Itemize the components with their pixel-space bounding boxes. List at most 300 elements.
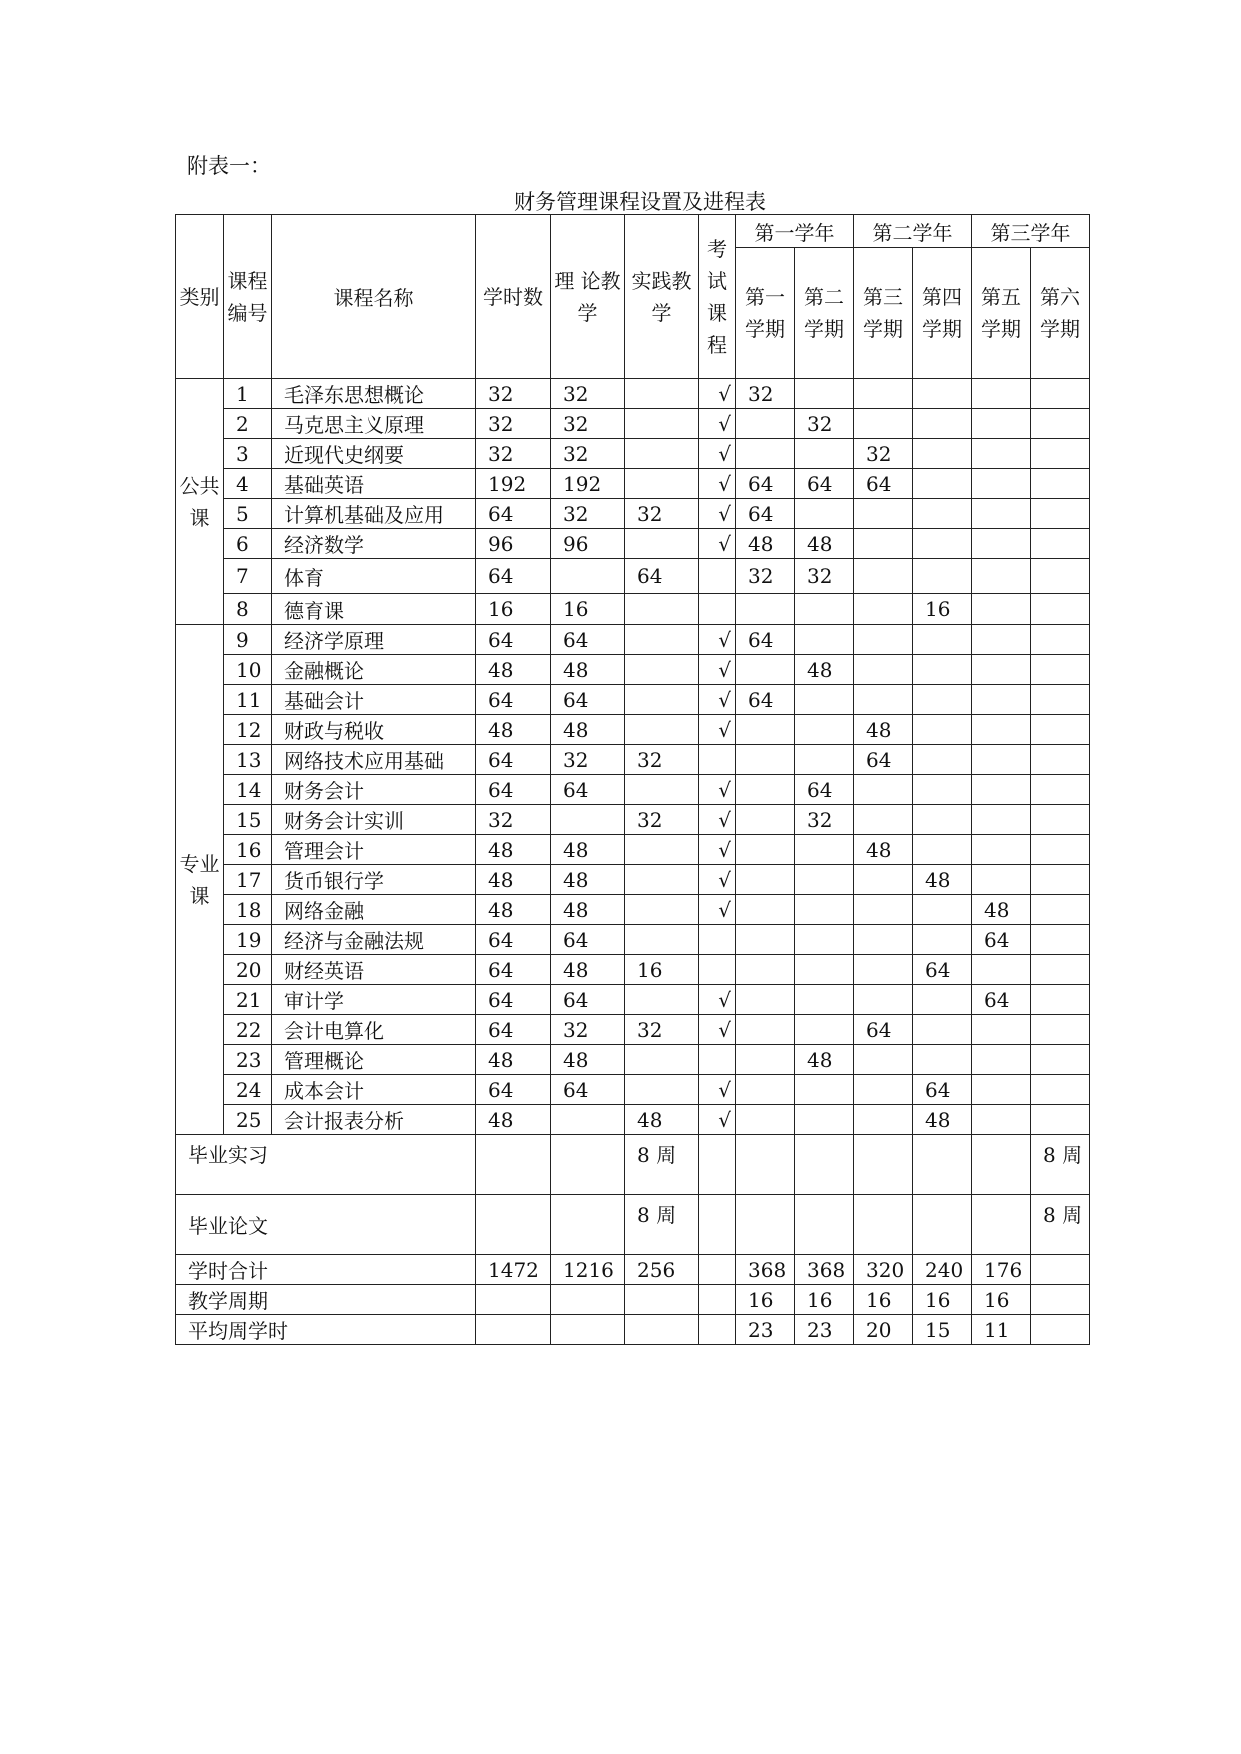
course-hours: 64 bbox=[476, 1015, 551, 1045]
table-row bbox=[176, 685, 1090, 715]
summary-semester-3: 16 bbox=[854, 1285, 913, 1315]
course-theory: 32 bbox=[551, 1015, 625, 1045]
course-semester-5 bbox=[972, 805, 1031, 835]
course-semester-1 bbox=[736, 655, 795, 685]
summary-semester-3: 20 bbox=[854, 1315, 913, 1345]
course-semester-1 bbox=[736, 865, 795, 895]
course-hours: 64 bbox=[476, 985, 551, 1015]
course-semester-1 bbox=[736, 895, 795, 925]
course-semester-3 bbox=[854, 955, 913, 985]
course-semester-1 bbox=[736, 1015, 795, 1045]
course-semester-3 bbox=[854, 865, 913, 895]
summary-semester-4 bbox=[913, 1135, 972, 1195]
course-schedule-table bbox=[175, 214, 1090, 1345]
course-theory: 32 bbox=[551, 745, 625, 775]
course-semester-5 bbox=[972, 775, 1031, 805]
course-exam-mark bbox=[699, 745, 736, 775]
course-semester-2 bbox=[795, 439, 854, 469]
summary-semester-1: 16 bbox=[736, 1285, 795, 1315]
course-number: 4 bbox=[224, 469, 272, 499]
course-semester-1 bbox=[736, 1105, 795, 1135]
summary-exam bbox=[699, 1255, 736, 1285]
header-semester-4: 第四学期 bbox=[913, 248, 972, 379]
table-row bbox=[176, 865, 1090, 895]
course-practice bbox=[625, 409, 699, 439]
course-semester-6 bbox=[1031, 985, 1090, 1015]
course-exam-mark: √ bbox=[699, 469, 736, 499]
summary-label: 平均周学时 bbox=[176, 1315, 476, 1345]
course-semester-3: 64 bbox=[854, 1015, 913, 1045]
course-semester-6 bbox=[1031, 1015, 1090, 1045]
table-row bbox=[176, 529, 1090, 559]
course-semester-6 bbox=[1031, 715, 1090, 745]
course-number: 17 bbox=[224, 865, 272, 895]
course-semester-6 bbox=[1031, 1075, 1090, 1105]
course-number: 19 bbox=[224, 925, 272, 955]
summary-practice: 8 周 bbox=[625, 1135, 699, 1195]
course-semester-4 bbox=[913, 625, 972, 655]
course-hours: 64 bbox=[476, 955, 551, 985]
course-semester-2 bbox=[795, 379, 854, 409]
course-semester-3: 64 bbox=[854, 745, 913, 775]
course-theory: 32 bbox=[551, 499, 625, 529]
course-semester-1 bbox=[736, 1075, 795, 1105]
course-semester-6 bbox=[1031, 1105, 1090, 1135]
course-name: 财经英语 bbox=[272, 955, 476, 985]
summary-row bbox=[176, 1135, 1090, 1195]
course-semester-5 bbox=[972, 835, 1031, 865]
course-name: 德育课 bbox=[272, 594, 476, 625]
header-category: 类别 bbox=[176, 215, 224, 379]
course-semester-3 bbox=[854, 499, 913, 529]
summary-semester-4: 15 bbox=[913, 1315, 972, 1345]
course-semester-5 bbox=[972, 625, 1031, 655]
summary-exam bbox=[699, 1195, 736, 1255]
table-row bbox=[176, 715, 1090, 745]
course-practice: 32 bbox=[625, 499, 699, 529]
course-semester-4 bbox=[913, 775, 972, 805]
course-name: 基础会计 bbox=[272, 685, 476, 715]
course-semester-2 bbox=[795, 625, 854, 655]
course-semester-3 bbox=[854, 625, 913, 655]
course-theory: 64 bbox=[551, 925, 625, 955]
course-semester-4 bbox=[913, 715, 972, 745]
course-semester-2 bbox=[795, 685, 854, 715]
course-semester-4 bbox=[913, 655, 972, 685]
summary-semester-1: 23 bbox=[736, 1315, 795, 1345]
course-semester-5: 48 bbox=[972, 895, 1031, 925]
course-theory: 32 bbox=[551, 379, 625, 409]
course-theory: 48 bbox=[551, 955, 625, 985]
course-exam-mark: √ bbox=[699, 775, 736, 805]
course-semester-5 bbox=[972, 1075, 1031, 1105]
course-semester-6 bbox=[1031, 499, 1090, 529]
summary-hours bbox=[476, 1195, 551, 1255]
course-semester-2: 48 bbox=[795, 655, 854, 685]
course-semester-5: 64 bbox=[972, 985, 1031, 1015]
course-semester-4 bbox=[913, 409, 972, 439]
summary-exam bbox=[699, 1135, 736, 1195]
course-semester-5 bbox=[972, 594, 1031, 625]
header-practice: 实践教学 bbox=[625, 215, 699, 379]
course-semester-4 bbox=[913, 469, 972, 499]
course-number: 21 bbox=[224, 985, 272, 1015]
header-semester-5: 第五学期 bbox=[972, 248, 1031, 379]
course-semester-2 bbox=[795, 1105, 854, 1135]
course-semester-5 bbox=[972, 559, 1031, 594]
course-practice bbox=[625, 775, 699, 805]
course-semester-4 bbox=[913, 985, 972, 1015]
course-semester-4 bbox=[913, 1045, 972, 1075]
document-title: 财务管理课程设置及进程表 bbox=[514, 190, 766, 214]
summary-semester-2: 16 bbox=[795, 1285, 854, 1315]
summary-row bbox=[176, 1315, 1090, 1345]
course-semester-2: 64 bbox=[795, 775, 854, 805]
course-practice bbox=[625, 1045, 699, 1075]
course-semester-3 bbox=[854, 1075, 913, 1105]
course-semester-1 bbox=[736, 1045, 795, 1075]
course-name: 经济与金融法规 bbox=[272, 925, 476, 955]
course-hours: 32 bbox=[476, 805, 551, 835]
course-semester-4: 64 bbox=[913, 1075, 972, 1105]
course-number: 3 bbox=[224, 439, 272, 469]
course-exam-mark: √ bbox=[699, 1075, 736, 1105]
course-semester-2 bbox=[795, 835, 854, 865]
category-public: 公共课 bbox=[176, 379, 224, 625]
course-number: 9 bbox=[224, 625, 272, 655]
course-semester-6 bbox=[1031, 625, 1090, 655]
summary-semester-2 bbox=[795, 1195, 854, 1255]
summary-exam bbox=[699, 1285, 736, 1315]
course-semester-4 bbox=[913, 925, 972, 955]
course-semester-6 bbox=[1031, 745, 1090, 775]
course-exam-mark: √ bbox=[699, 625, 736, 655]
summary-label: 毕业论文 bbox=[176, 1195, 476, 1255]
table-row bbox=[176, 379, 1090, 409]
course-semester-3: 32 bbox=[854, 439, 913, 469]
course-semester-2 bbox=[795, 715, 854, 745]
course-exam-mark: √ bbox=[699, 1105, 736, 1135]
table-row bbox=[176, 985, 1090, 1015]
course-semester-4 bbox=[913, 895, 972, 925]
table-row bbox=[176, 835, 1090, 865]
course-semester-6 bbox=[1031, 469, 1090, 499]
course-semester-4 bbox=[913, 745, 972, 775]
course-name: 财务会计 bbox=[272, 775, 476, 805]
course-theory: 192 bbox=[551, 469, 625, 499]
course-number: 11 bbox=[224, 685, 272, 715]
course-number: 25 bbox=[224, 1105, 272, 1135]
course-practice bbox=[625, 685, 699, 715]
course-theory: 48 bbox=[551, 655, 625, 685]
course-semester-6 bbox=[1031, 379, 1090, 409]
course-semester-1: 64 bbox=[736, 469, 795, 499]
summary-label: 学时合计 bbox=[176, 1255, 476, 1285]
course-semester-5 bbox=[972, 529, 1031, 559]
course-semester-4: 64 bbox=[913, 955, 972, 985]
course-semester-3 bbox=[854, 1045, 913, 1075]
course-semester-5 bbox=[972, 499, 1031, 529]
course-semester-6 bbox=[1031, 955, 1090, 985]
course-theory: 16 bbox=[551, 594, 625, 625]
summary-practice bbox=[625, 1285, 699, 1315]
summary-semester-4: 16 bbox=[913, 1285, 972, 1315]
table-row bbox=[176, 745, 1090, 775]
course-semester-1 bbox=[736, 925, 795, 955]
course-semester-3: 48 bbox=[854, 835, 913, 865]
course-semester-5 bbox=[972, 1015, 1031, 1045]
course-semester-1: 64 bbox=[736, 499, 795, 529]
summary-theory bbox=[551, 1315, 625, 1345]
table-row bbox=[176, 594, 1090, 625]
course-theory: 64 bbox=[551, 775, 625, 805]
course-name: 马克思主义原理 bbox=[272, 409, 476, 439]
course-exam-mark: √ bbox=[699, 439, 736, 469]
course-semester-1 bbox=[736, 439, 795, 469]
course-name: 会计电算化 bbox=[272, 1015, 476, 1045]
course-exam-mark: √ bbox=[699, 895, 736, 925]
course-theory bbox=[551, 1105, 625, 1135]
course-name: 成本会计 bbox=[272, 1075, 476, 1105]
course-semester-1: 32 bbox=[736, 379, 795, 409]
table-row bbox=[176, 625, 1090, 655]
summary-hours: 1472 bbox=[476, 1255, 551, 1285]
course-exam-mark: √ bbox=[699, 865, 736, 895]
course-semester-6 bbox=[1031, 775, 1090, 805]
course-semester-3 bbox=[854, 985, 913, 1015]
course-semester-6 bbox=[1031, 685, 1090, 715]
appendix-label: 附表一： bbox=[187, 154, 271, 178]
course-semester-2 bbox=[795, 594, 854, 625]
course-hours: 48 bbox=[476, 865, 551, 895]
course-semester-3 bbox=[854, 925, 913, 955]
summary-row bbox=[176, 1285, 1090, 1315]
summary-theory bbox=[551, 1285, 625, 1315]
course-name: 近现代史纲要 bbox=[272, 439, 476, 469]
header-exam: 考试课程 bbox=[699, 215, 736, 379]
course-practice: 32 bbox=[625, 805, 699, 835]
course-name: 财政与税收 bbox=[272, 715, 476, 745]
category-professional: 专业课 bbox=[176, 625, 224, 1135]
summary-semester-6: 8 周 bbox=[1031, 1195, 1090, 1255]
table-row bbox=[176, 409, 1090, 439]
course-hours: 192 bbox=[476, 469, 551, 499]
course-semester-2 bbox=[795, 865, 854, 895]
course-practice bbox=[625, 625, 699, 655]
course-practice bbox=[625, 439, 699, 469]
course-name: 会计报表分析 bbox=[272, 1105, 476, 1135]
course-hours: 64 bbox=[476, 775, 551, 805]
course-semester-2 bbox=[795, 1075, 854, 1105]
course-hours: 32 bbox=[476, 379, 551, 409]
course-semester-5 bbox=[972, 745, 1031, 775]
summary-theory bbox=[551, 1195, 625, 1255]
course-exam-mark: √ bbox=[699, 499, 736, 529]
course-semester-3 bbox=[854, 895, 913, 925]
course-semester-4 bbox=[913, 805, 972, 835]
header-theory: 理 论教学 bbox=[551, 215, 625, 379]
course-semester-4 bbox=[913, 559, 972, 594]
course-exam-mark bbox=[699, 1045, 736, 1075]
course-semester-6 bbox=[1031, 409, 1090, 439]
course-semester-6 bbox=[1031, 594, 1090, 625]
course-semester-1: 64 bbox=[736, 625, 795, 655]
table-row bbox=[176, 1045, 1090, 1075]
course-semester-4 bbox=[913, 1015, 972, 1045]
table-row bbox=[176, 1105, 1090, 1135]
course-hours: 64 bbox=[476, 745, 551, 775]
course-number: 13 bbox=[224, 745, 272, 775]
course-hours: 64 bbox=[476, 559, 551, 594]
course-semester-5 bbox=[972, 379, 1031, 409]
course-hours: 48 bbox=[476, 715, 551, 745]
course-semester-3 bbox=[854, 1105, 913, 1135]
course-practice: 64 bbox=[625, 559, 699, 594]
table-row bbox=[176, 1015, 1090, 1045]
course-theory: 48 bbox=[551, 835, 625, 865]
summary-semester-5: 11 bbox=[972, 1315, 1031, 1345]
course-exam-mark bbox=[699, 594, 736, 625]
course-hours: 48 bbox=[476, 895, 551, 925]
course-semester-2: 64 bbox=[795, 469, 854, 499]
summary-hours bbox=[476, 1315, 551, 1345]
course-semester-1 bbox=[736, 775, 795, 805]
course-exam-mark: √ bbox=[699, 655, 736, 685]
table-row bbox=[176, 805, 1090, 835]
course-number: 20 bbox=[224, 955, 272, 985]
course-semester-1: 64 bbox=[736, 685, 795, 715]
header-course-name: 课程名称 bbox=[272, 215, 476, 379]
course-semester-3 bbox=[854, 559, 913, 594]
course-semester-3 bbox=[854, 655, 913, 685]
course-semester-1 bbox=[736, 409, 795, 439]
summary-semester-6 bbox=[1031, 1315, 1090, 1345]
course-theory: 48 bbox=[551, 1045, 625, 1075]
course-exam-mark: √ bbox=[699, 715, 736, 745]
course-number: 5 bbox=[224, 499, 272, 529]
course-hours: 64 bbox=[476, 625, 551, 655]
course-theory: 48 bbox=[551, 895, 625, 925]
course-semester-1 bbox=[736, 955, 795, 985]
course-semester-1 bbox=[736, 715, 795, 745]
course-name: 经济数学 bbox=[272, 529, 476, 559]
course-semester-2 bbox=[795, 925, 854, 955]
course-practice bbox=[625, 594, 699, 625]
course-hours: 64 bbox=[476, 1075, 551, 1105]
course-number: 8 bbox=[224, 594, 272, 625]
course-name: 网络技术应用基础 bbox=[272, 745, 476, 775]
course-name: 货币银行学 bbox=[272, 865, 476, 895]
course-theory: 32 bbox=[551, 409, 625, 439]
course-name: 计算机基础及应用 bbox=[272, 499, 476, 529]
course-semester-5 bbox=[972, 1045, 1031, 1075]
summary-semester-5 bbox=[972, 1195, 1031, 1255]
table-row bbox=[176, 1075, 1090, 1105]
course-exam-mark: √ bbox=[699, 409, 736, 439]
header-semester-2: 第二学期 bbox=[795, 248, 854, 379]
course-semester-1 bbox=[736, 594, 795, 625]
course-hours: 64 bbox=[476, 925, 551, 955]
course-semester-6 bbox=[1031, 925, 1090, 955]
summary-semester-2 bbox=[795, 1135, 854, 1195]
header-hours: 学时数 bbox=[476, 215, 551, 379]
course-practice bbox=[625, 379, 699, 409]
course-semester-4 bbox=[913, 529, 972, 559]
course-semester-4 bbox=[913, 439, 972, 469]
header-semester-6: 第六学期 bbox=[1031, 248, 1090, 379]
course-semester-6 bbox=[1031, 865, 1090, 895]
course-practice bbox=[625, 715, 699, 745]
course-exam-mark bbox=[699, 955, 736, 985]
summary-label: 毕业实习 bbox=[176, 1135, 476, 1195]
summary-hours bbox=[476, 1135, 551, 1195]
course-number: 18 bbox=[224, 895, 272, 925]
course-semester-6 bbox=[1031, 895, 1090, 925]
course-semester-5 bbox=[972, 1105, 1031, 1135]
course-name: 体育 bbox=[272, 559, 476, 594]
course-theory bbox=[551, 559, 625, 594]
course-hours: 96 bbox=[476, 529, 551, 559]
course-semester-3 bbox=[854, 409, 913, 439]
summary-semester-3 bbox=[854, 1135, 913, 1195]
course-semester-3: 64 bbox=[854, 469, 913, 499]
summary-semester-5: 16 bbox=[972, 1285, 1031, 1315]
course-semester-3 bbox=[854, 379, 913, 409]
summary-semester-1 bbox=[736, 1195, 795, 1255]
course-semester-2: 32 bbox=[795, 409, 854, 439]
course-semester-6 bbox=[1031, 439, 1090, 469]
header-course-no: 课程编号 bbox=[224, 215, 272, 379]
course-semester-2 bbox=[795, 955, 854, 985]
course-semester-5 bbox=[972, 439, 1031, 469]
table-row bbox=[176, 775, 1090, 805]
course-theory: 96 bbox=[551, 529, 625, 559]
summary-semester-1: 368 bbox=[736, 1255, 795, 1285]
table-row bbox=[176, 655, 1090, 685]
course-semester-3 bbox=[854, 594, 913, 625]
course-semester-1 bbox=[736, 745, 795, 775]
summary-semester-1 bbox=[736, 1135, 795, 1195]
course-hours: 48 bbox=[476, 1105, 551, 1135]
summary-theory bbox=[551, 1135, 625, 1195]
course-semester-6 bbox=[1031, 835, 1090, 865]
course-semester-6 bbox=[1031, 1045, 1090, 1075]
summary-semester-2: 23 bbox=[795, 1315, 854, 1345]
course-name: 财务会计实训 bbox=[272, 805, 476, 835]
course-name: 经济学原理 bbox=[272, 625, 476, 655]
course-practice: 32 bbox=[625, 1015, 699, 1045]
course-practice bbox=[625, 865, 699, 895]
course-theory: 48 bbox=[551, 865, 625, 895]
course-theory: 48 bbox=[551, 715, 625, 745]
course-practice bbox=[625, 985, 699, 1015]
course-semester-2: 32 bbox=[795, 805, 854, 835]
course-hours: 48 bbox=[476, 1045, 551, 1075]
course-number: 16 bbox=[224, 835, 272, 865]
summary-semester-4: 240 bbox=[913, 1255, 972, 1285]
course-semester-1 bbox=[736, 985, 795, 1015]
summary-row bbox=[176, 1195, 1090, 1255]
course-number: 10 bbox=[224, 655, 272, 685]
course-practice bbox=[625, 835, 699, 865]
course-semester-5 bbox=[972, 409, 1031, 439]
header-semester-1: 第一学期 bbox=[736, 248, 795, 379]
course-semester-3 bbox=[854, 775, 913, 805]
course-semester-1 bbox=[736, 805, 795, 835]
course-number: 6 bbox=[224, 529, 272, 559]
course-theory: 64 bbox=[551, 625, 625, 655]
course-hours: 32 bbox=[476, 409, 551, 439]
